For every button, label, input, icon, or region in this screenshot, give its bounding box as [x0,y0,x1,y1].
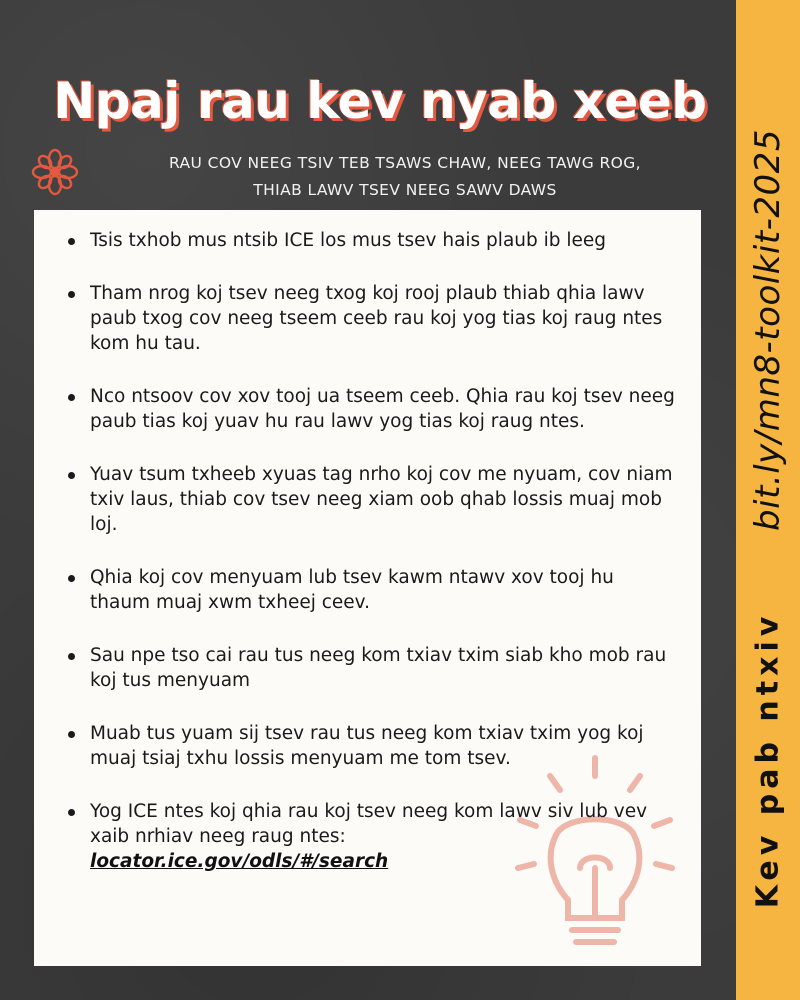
toolkit-url[interactable]: bit.ly/mn8-toolkit-2025 [748,129,788,531]
side-band [736,0,800,1000]
more-help-label: Kev pab ntxiv [750,611,786,909]
subtitle-line-1: RAU COV NEEG TSIV TEB TSAWS CHAW, NEEG TAWG ROG, [168,154,641,172]
list-item: Tham nrog koj tsev neeg txog koj rooj plaub thiab qhia lawv paub txog cov neeg tseem ceeb rau koj yog tias koj raug ntes kom hu tau. [90,281,679,356]
list-item: Yuav tsum txheeb xyuas tag nrho koj cov me nyuam, cov niam txiv laus, thiab cov tsev neeg xiam oob qhab lossis muaj mob loj. [90,462,679,537]
safety-checklist [34,228,679,902]
list-item: Muab tus yuam sij tsev rau tus neeg kom txiav txim yog koj muaj tsiaj txhu lossis menyuam me tom tsev. [90,721,679,771]
flower-icon [30,145,80,199]
detainee-locator-link[interactable]: locator.ice.gov/odls/#/search [90,851,389,872]
list-item: Sau npe tso cai rau tus neeg kom txiav txim siab kho mob rau koj tus menyuam [90,643,679,693]
subtitle-line-2: THIAB LAWV TSEV NEEG SAWV DAWS [253,181,557,199]
page-title: Npaj rau kev nyab xeeb [53,72,707,130]
list-item-detainee-locator [90,799,679,874]
list-item: Qhia koj cov menyuam lub tsev kawm ntawv xov tooj hu thaum muaj xwm txheej ceev. [90,565,679,615]
list-item: Tsis txhob mus ntsib ICE los mus tsev hais plaub ib leeg [90,228,679,253]
list-item: Nco ntsoov cov xov tooj ua tseem ceeb. Qhia rau koj tsev neeg paub tias koj yuav hu rau lawv yog tias koj raug ntes. [90,384,679,434]
subtitle [95,150,715,204]
list-item-text: Yog ICE ntes koj qhia rau koj tsev neeg kom lawv siv lub vev xaib nrhiav neeg raug ntes: [90,801,648,847]
